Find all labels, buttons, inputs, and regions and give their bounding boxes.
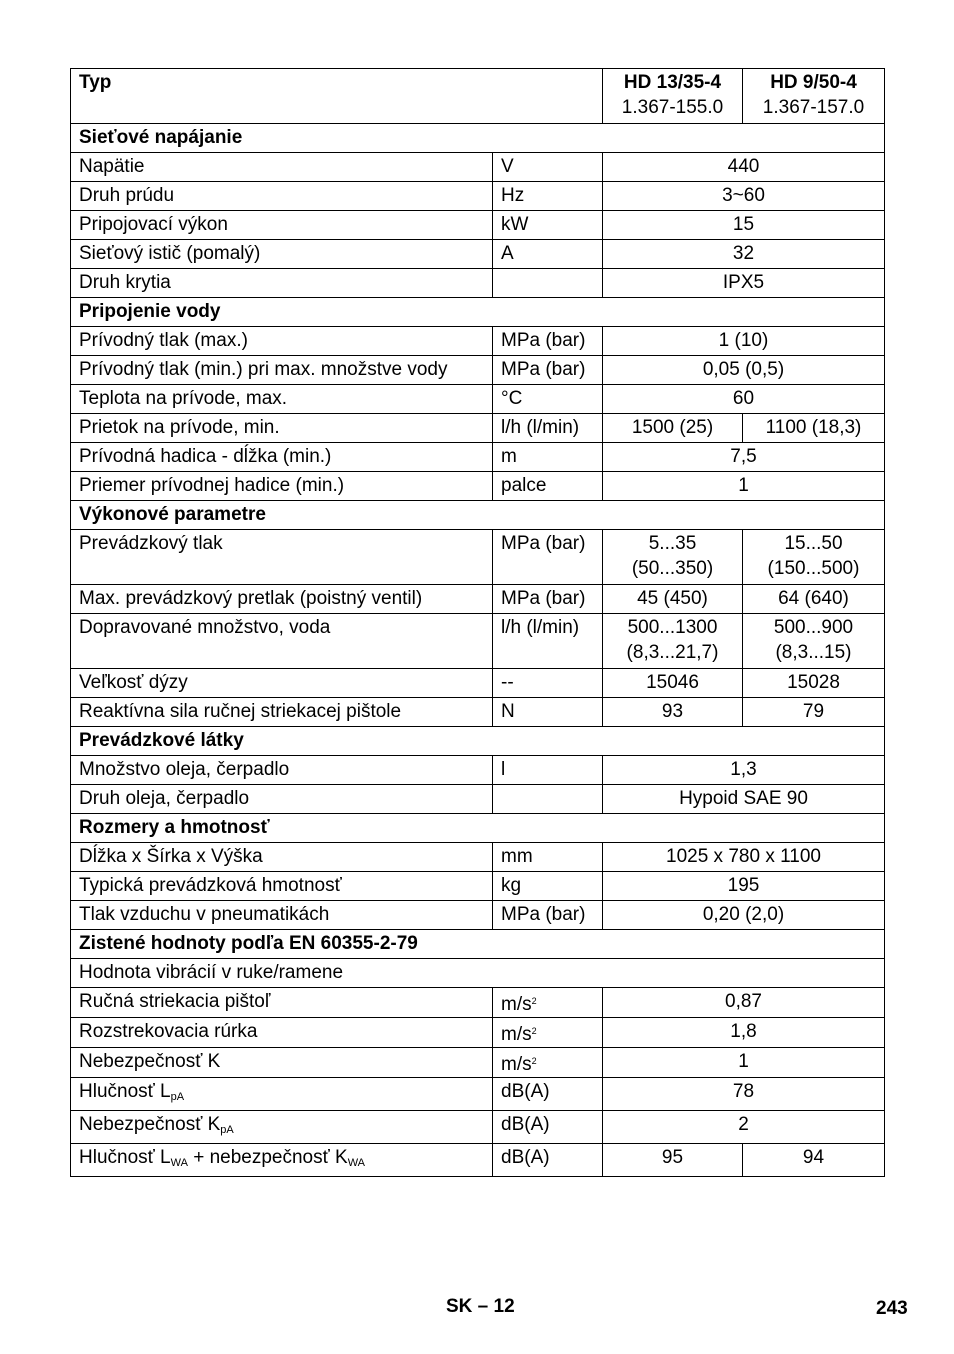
row-value: 7,5 bbox=[603, 443, 885, 472]
model-2-name: HD 9/50-4 bbox=[770, 72, 857, 93]
row-unit: palce bbox=[493, 472, 603, 501]
row-unit: MPa (bar) bbox=[493, 327, 603, 356]
table-row bbox=[71, 1078, 885, 1111]
row-unit: A bbox=[493, 240, 603, 269]
section-row bbox=[71, 930, 885, 959]
row-value-model-1: 1500 (25) bbox=[603, 414, 743, 443]
page-language-number: SK – 12 bbox=[446, 1296, 515, 1317]
row-label: Hodnota vibrácií v ruke/ramene bbox=[71, 959, 885, 988]
table-header-row bbox=[71, 69, 885, 124]
section-heading: Sieťové napájanie bbox=[71, 124, 885, 153]
row-value: 1 bbox=[603, 472, 885, 501]
row-value-model-2: 1100 (18,3) bbox=[743, 414, 885, 443]
row-unit: kW bbox=[493, 211, 603, 240]
table-row bbox=[71, 211, 885, 240]
row-unit: dB(A) bbox=[493, 1144, 603, 1177]
table-row bbox=[71, 356, 885, 385]
row-label: Tlak vzduchu v pneumatikách bbox=[71, 901, 493, 930]
table-row bbox=[71, 1048, 885, 1078]
model-2-header bbox=[743, 69, 885, 124]
row-unit: dB(A) bbox=[493, 1111, 603, 1144]
row-unit: V bbox=[493, 153, 603, 182]
row-label bbox=[71, 1111, 493, 1144]
row-value: 0,20 (2,0) bbox=[603, 901, 885, 930]
row-label: Prívodná hadica - dĺžka (min.) bbox=[71, 443, 493, 472]
unit-exponent: 2 bbox=[531, 996, 537, 1006]
label-text: Nebezpečnosť K bbox=[79, 1114, 221, 1135]
row-value: 3~60 bbox=[603, 182, 885, 211]
row-value: 15 bbox=[603, 211, 885, 240]
table-row bbox=[71, 872, 885, 901]
row-unit: N bbox=[493, 698, 603, 727]
value-line: 500...1300 bbox=[627, 617, 718, 638]
row-label bbox=[71, 1078, 493, 1111]
row-value: 440 bbox=[603, 153, 885, 182]
row-value-model-1: 93 bbox=[603, 698, 743, 727]
unit-text: m/s bbox=[501, 994, 532, 1015]
row-unit: MPa (bar) bbox=[493, 585, 603, 614]
table-row bbox=[71, 182, 885, 211]
row-unit: l bbox=[493, 756, 603, 785]
row-unit: Hz bbox=[493, 182, 603, 211]
label-subscript: WA bbox=[170, 1157, 188, 1169]
type-header: Typ bbox=[71, 69, 603, 124]
row-label: Reaktívna sila ručnej striekacej pištole bbox=[71, 698, 493, 727]
section-heading: Pripojenie vody bbox=[71, 298, 885, 327]
table-row bbox=[71, 269, 885, 298]
value-line: 500...900 bbox=[773, 617, 854, 638]
table-row bbox=[71, 585, 885, 614]
value-line: 15...50 bbox=[784, 533, 843, 554]
row-unit: °C bbox=[493, 385, 603, 414]
row-value-model-2: 94 bbox=[743, 1144, 885, 1177]
value-line: 5...35 bbox=[648, 533, 697, 554]
technical-data-table bbox=[70, 68, 885, 1177]
unit-text: m/s bbox=[501, 1024, 532, 1045]
section-row bbox=[71, 298, 885, 327]
row-value: IPX5 bbox=[603, 269, 885, 298]
row-label: Množstvo oleja, čerpadlo bbox=[71, 756, 493, 785]
row-label: Druh krytia bbox=[71, 269, 493, 298]
row-unit bbox=[493, 1018, 603, 1048]
row-value: 78 bbox=[603, 1078, 885, 1111]
section-heading: Zistené hodnoty podľa EN 60355-2-79 bbox=[71, 930, 885, 959]
section-row bbox=[71, 814, 885, 843]
row-label: Napätie bbox=[71, 153, 493, 182]
row-label: Pripojovací výkon bbox=[71, 211, 493, 240]
unit-text: m/s bbox=[501, 1054, 532, 1075]
row-label bbox=[71, 1144, 493, 1177]
model-1-name: HD 13/35-4 bbox=[623, 72, 722, 93]
row-value-model-1: 45 (450) bbox=[603, 585, 743, 614]
row-label: Teplota na prívode, max. bbox=[71, 385, 493, 414]
row-unit bbox=[493, 988, 603, 1018]
unit-exponent: 2 bbox=[531, 1056, 537, 1066]
row-label: Prívodný tlak (max.) bbox=[71, 327, 493, 356]
section-heading: Prevádzkové látky bbox=[71, 727, 885, 756]
row-label: Rozstrekovacia rúrka bbox=[71, 1018, 493, 1048]
table-row bbox=[71, 240, 885, 269]
value-line: (8,3...15) bbox=[775, 642, 852, 663]
row-value: 32 bbox=[603, 240, 885, 269]
row-label: Veľkosť dýzy bbox=[71, 669, 493, 698]
model-2-number: 1.367-157.0 bbox=[762, 97, 865, 118]
row-value: 60 bbox=[603, 385, 885, 414]
row-value-model-2: 79 bbox=[743, 698, 885, 727]
section-row bbox=[71, 501, 885, 530]
unit-exponent: 2 bbox=[531, 1026, 537, 1036]
table-row bbox=[71, 385, 885, 414]
row-unit bbox=[493, 785, 603, 814]
table-row bbox=[71, 1111, 885, 1144]
table-row bbox=[71, 1144, 885, 1177]
row-label: Prívodný tlak (min.) pri max. množstve vody bbox=[71, 356, 493, 385]
row-value: Hypoid SAE 90 bbox=[603, 785, 885, 814]
row-label: Nebezpečnosť K bbox=[71, 1048, 493, 1078]
row-value-model-2: 64 (640) bbox=[743, 585, 885, 614]
row-value: 1 (10) bbox=[603, 327, 885, 356]
row-value: 0,87 bbox=[603, 988, 885, 1018]
page-number: 243 bbox=[876, 1298, 908, 1319]
row-label: Priemer prívodnej hadice (min.) bbox=[71, 472, 493, 501]
table-row bbox=[71, 843, 885, 872]
table-row bbox=[71, 959, 885, 988]
table-row bbox=[71, 1018, 885, 1048]
section-row bbox=[71, 727, 885, 756]
label-text: + nebezpečnosť K bbox=[187, 1147, 348, 1168]
row-label: Dĺžka x Šírka x Výška bbox=[71, 843, 493, 872]
section-heading: Výkonové parametre bbox=[71, 501, 885, 530]
row-label: Dopravované množstvo, voda bbox=[71, 614, 493, 669]
label-text: Hlučnosť L bbox=[79, 1081, 171, 1102]
model-1-header bbox=[603, 69, 743, 124]
table-row bbox=[71, 414, 885, 443]
table-row bbox=[71, 472, 885, 501]
value-line: (150...500) bbox=[767, 558, 860, 579]
row-unit: mm bbox=[493, 843, 603, 872]
row-value: 2 bbox=[603, 1111, 885, 1144]
row-value: 1,8 bbox=[603, 1018, 885, 1048]
table-row bbox=[71, 988, 885, 1018]
row-unit bbox=[493, 269, 603, 298]
model-1-number: 1.367-155.0 bbox=[621, 97, 724, 118]
row-unit bbox=[493, 1048, 603, 1078]
row-value: 1 bbox=[603, 1048, 885, 1078]
table-row bbox=[71, 327, 885, 356]
row-unit: m bbox=[493, 443, 603, 472]
row-value-model-1: 15046 bbox=[603, 669, 743, 698]
table-row bbox=[71, 756, 885, 785]
row-label: Max. prevádzkový pretlak (poistný ventil) bbox=[71, 585, 493, 614]
section-heading: Rozmery a hmotnosť bbox=[71, 814, 885, 843]
table-row bbox=[71, 443, 885, 472]
row-unit: l/h (l/min) bbox=[493, 414, 603, 443]
row-label: Prevádzkový tlak bbox=[71, 530, 493, 585]
label-text: Hlučnosť L bbox=[79, 1147, 171, 1168]
row-value-model-1: 95 bbox=[603, 1144, 743, 1177]
value-line: (50...350) bbox=[631, 558, 714, 579]
row-label: Druh prúdu bbox=[71, 182, 493, 211]
table-row bbox=[71, 669, 885, 698]
row-value-model-2 bbox=[743, 614, 885, 669]
label-subscript: pA bbox=[170, 1091, 185, 1103]
table-row bbox=[71, 698, 885, 727]
row-label: Druh oleja, čerpadlo bbox=[71, 785, 493, 814]
table-row bbox=[71, 530, 885, 585]
label-subscript: pA bbox=[220, 1124, 234, 1136]
row-unit: dB(A) bbox=[493, 1078, 603, 1111]
row-label: Ručná striekacia pištoľ bbox=[71, 988, 493, 1018]
row-value: 195 bbox=[603, 872, 885, 901]
row-value-model-1 bbox=[603, 614, 743, 669]
table-row bbox=[71, 614, 885, 669]
row-label: Sieťový istič (pomalý) bbox=[71, 240, 493, 269]
row-label: Prietok na prívode, min. bbox=[71, 414, 493, 443]
table-row bbox=[71, 785, 885, 814]
row-unit: MPa (bar) bbox=[493, 530, 603, 585]
row-value-model-2 bbox=[743, 530, 885, 585]
row-label: Typická prevádzková hmotnosť bbox=[71, 872, 493, 901]
row-unit: -- bbox=[493, 669, 603, 698]
row-value: 1025 x 780 x 1100 bbox=[603, 843, 885, 872]
table-row bbox=[71, 153, 885, 182]
table-row bbox=[71, 901, 885, 930]
row-unit: kg bbox=[493, 872, 603, 901]
row-unit: MPa (bar) bbox=[493, 901, 603, 930]
row-unit: MPa (bar) bbox=[493, 356, 603, 385]
label-subscript: WA bbox=[347, 1157, 366, 1169]
row-value-model-2: 15028 bbox=[743, 669, 885, 698]
value-line: (8,3...21,7) bbox=[626, 642, 719, 663]
section-row bbox=[71, 124, 885, 153]
row-value: 0,05 (0,5) bbox=[603, 356, 885, 385]
row-value: 1,3 bbox=[603, 756, 885, 785]
row-value-model-1 bbox=[603, 530, 743, 585]
row-unit: l/h (l/min) bbox=[493, 614, 603, 669]
